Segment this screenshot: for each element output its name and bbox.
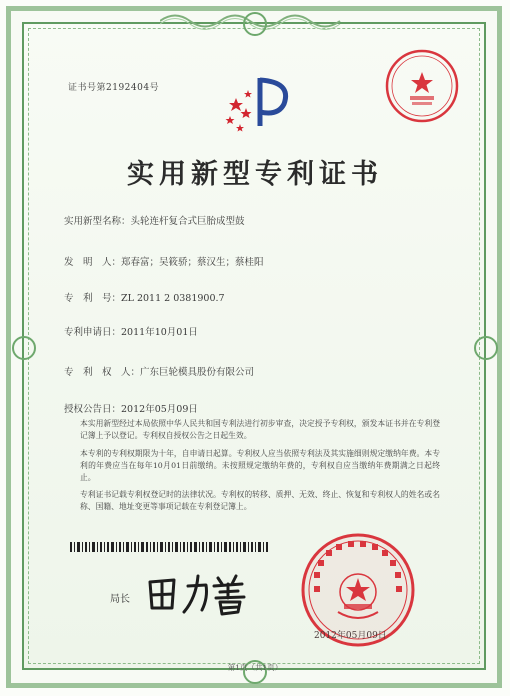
- field-value: 2011年10月01日: [121, 327, 198, 338]
- field-label: 专 利 号：: [64, 293, 122, 304]
- top-red-stamp: [384, 48, 460, 124]
- field-patent-number: [64, 290, 225, 304]
- ornament-left: [12, 336, 36, 360]
- director-label: 局长: [110, 594, 130, 605]
- field-value: 2012年05月09日: [121, 404, 198, 415]
- certificate-number: 证书号第2192404号: [68, 83, 160, 93]
- field-value: ZL 2011 2 0381900.7: [121, 293, 225, 304]
- field-value: 广东巨轮模具股份有限公司: [140, 367, 255, 378]
- sipo-logo-icon: [222, 72, 294, 134]
- ornament-top: [243, 12, 267, 36]
- field-utility-model-name: [64, 213, 245, 227]
- field-application-date: [64, 324, 198, 338]
- barcode-icon: [70, 542, 270, 552]
- page-number: 第1页（共1页）: [227, 663, 283, 672]
- seal-date: 2012年05月09日: [314, 631, 387, 641]
- field-label: 实用新型名称：: [64, 216, 131, 227]
- field-label: 发 明 人：: [64, 257, 122, 268]
- field-label: 专利申请日：: [64, 327, 122, 338]
- paragraph-term: 本专利的专利权期限为十年，自申请日起算。专利权人应当依照专利法及其实施细则规定缴纳年费。本专利的年费应当在每年10月01日前缴纳。未按照规定缴纳年费的，专利权自应当缴纳年费期满之日起终止。: [80, 449, 440, 482]
- ornament-right: [474, 336, 498, 360]
- paragraph-legal-status: 专利证书记载专利权登记时的法律状况。专利权的转移、质押、无效、终止、恢复和专利权人的姓名或名称、国籍、地址变更等事项记载在专利登记簿上。: [80, 490, 440, 511]
- field-label: 专 利 权 人：: [64, 367, 141, 378]
- field-grant-date: [64, 401, 198, 415]
- field-value: 郑春富；吴筱骄；蔡汉生；蔡桂阳: [121, 257, 264, 268]
- field-label: 授权公告日：: [64, 404, 122, 415]
- paragraph-grant: 本实用新型经过本局依照中华人民共和国专利法进行初步审查，决定授予专利权，颁发本证书并在专利登记簿上予以登记。专利权自授权公告之日起生效。: [80, 419, 440, 440]
- field-inventors: [64, 254, 264, 268]
- field-patentee: [64, 364, 254, 378]
- field-value: 头轮连杆复合式巨胎成型鼓: [130, 216, 245, 227]
- director-signature: [144, 568, 248, 618]
- certificate-title: 实用新型专利证书: [127, 159, 383, 190]
